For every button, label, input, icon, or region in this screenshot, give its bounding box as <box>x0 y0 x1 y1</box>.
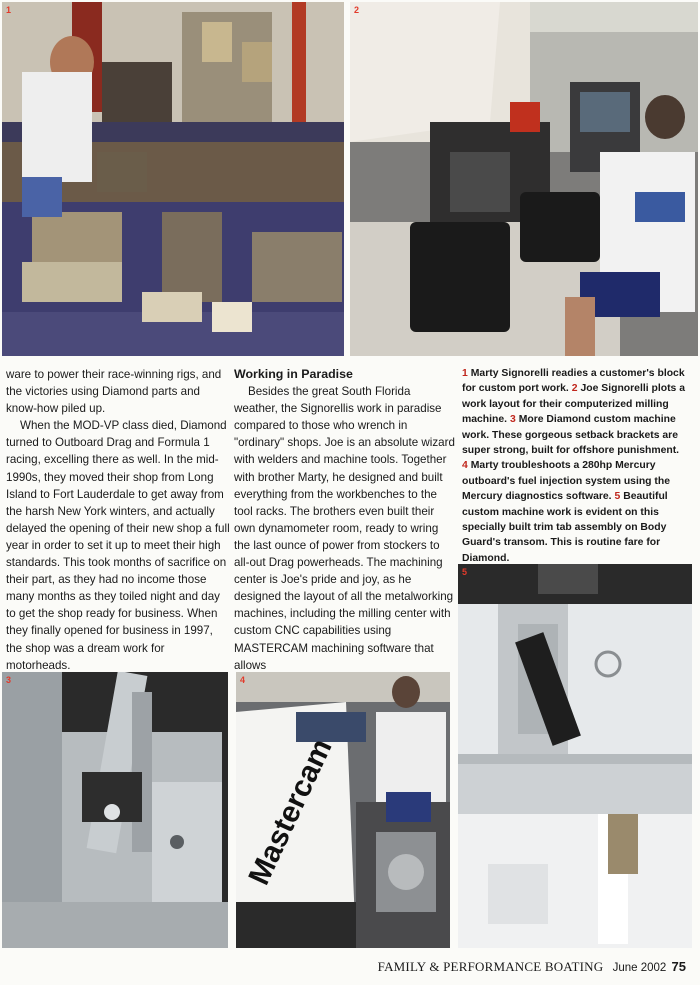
caption-text-1: Marty Signorelli readies a customer's block for custom port work. <box>462 368 685 395</box>
column1-paragraph-1: ware to power their race-winning rigs, and the victories using Diamond parts and know-how piled up. <box>6 368 222 416</box>
body-column-1 <box>6 366 230 674</box>
caption-number-5: 5 <box>614 491 621 503</box>
issue-date: June 2002 <box>612 962 667 974</box>
photo-number-1: 1 <box>6 5 12 15</box>
caption-text-5: Beautiful custom machine work is evident on this specially built trim tab assembly on Body Guard's transom. This is routine fare for Diamond. <box>462 491 668 564</box>
mastercam-logo: Mastercam <box>242 733 339 890</box>
caption-text-4: Marty troubleshoots a 280hp Mercury outboard's fuel injection system using the Mercury diagnostics software. <box>462 460 671 503</box>
caption-number-3: 3 <box>509 414 516 426</box>
photo-number-2: 2 <box>354 5 360 15</box>
photo-captions <box>462 366 692 566</box>
section-heading: Working in Paradise <box>234 367 353 381</box>
photo-outboard-diagnostics <box>236 672 450 948</box>
page-number: 75 <box>671 959 686 974</box>
caption-number-1: 1 <box>462 368 468 379</box>
column2-paragraph: Besides the great South Florida weather, the Signorellis work in paradise compared to those who wrench in "ordinary" shops. Joe is an absolute wizard with welders and machine tools. Together with brother Marty, he designed and built everything from the workbenches to the tool racks. The brothers even built their own dynamometer room, ready to wring the last ounce of power from stockers to all-out Drag powerheads. The machining center is Joe's pride and joy, as he designed the layout of all the metalworking machines, including the milling center with custom CNC capabilities using MASTERCAM machining software that allows <box>234 385 455 672</box>
column1-paragraph-2: When the MOD-VP class died, Diamond turned to Outboard Drag and Formula 1 racing, excelling there as well. In the mid-1990s, they moved their shop from Long Island to Fort Lauderdale to get away from the harsh New York winters, and actually delayed the opening of their new shop a full year in order to set it up to meet their high standards. This took months of sacrifice on their part, as they had no income those many months as they toiled night and day to get the shop ready for business. When they finally opened for business in 1997, the shop was a dream work for motorheads. <box>6 419 230 672</box>
photo-cnc-machine <box>350 2 698 356</box>
caption-number-2: 2 <box>571 383 578 395</box>
caption-text-3: More Diamond custom machine work. These gorgeous setback brackets are super strong, built for offshore punishment. <box>462 414 680 457</box>
photo-setback-brackets <box>2 672 228 948</box>
caption-text-2: Joe Signorelli plots a work layout for their computerized milling machine. <box>462 383 685 426</box>
photo-trim-tab <box>458 564 692 948</box>
photo-number-4: 4 <box>240 675 246 685</box>
photo-number-3: 3 <box>6 675 12 685</box>
page-footer <box>378 959 686 975</box>
photo-engine-shop <box>2 2 344 356</box>
magazine-name: FAMILY & PERFORMANCE BOATING <box>377 959 604 974</box>
photo-number-5: 5 <box>462 567 468 577</box>
body-column-2 <box>234 366 456 674</box>
caption-number-4: 4 <box>462 460 468 472</box>
